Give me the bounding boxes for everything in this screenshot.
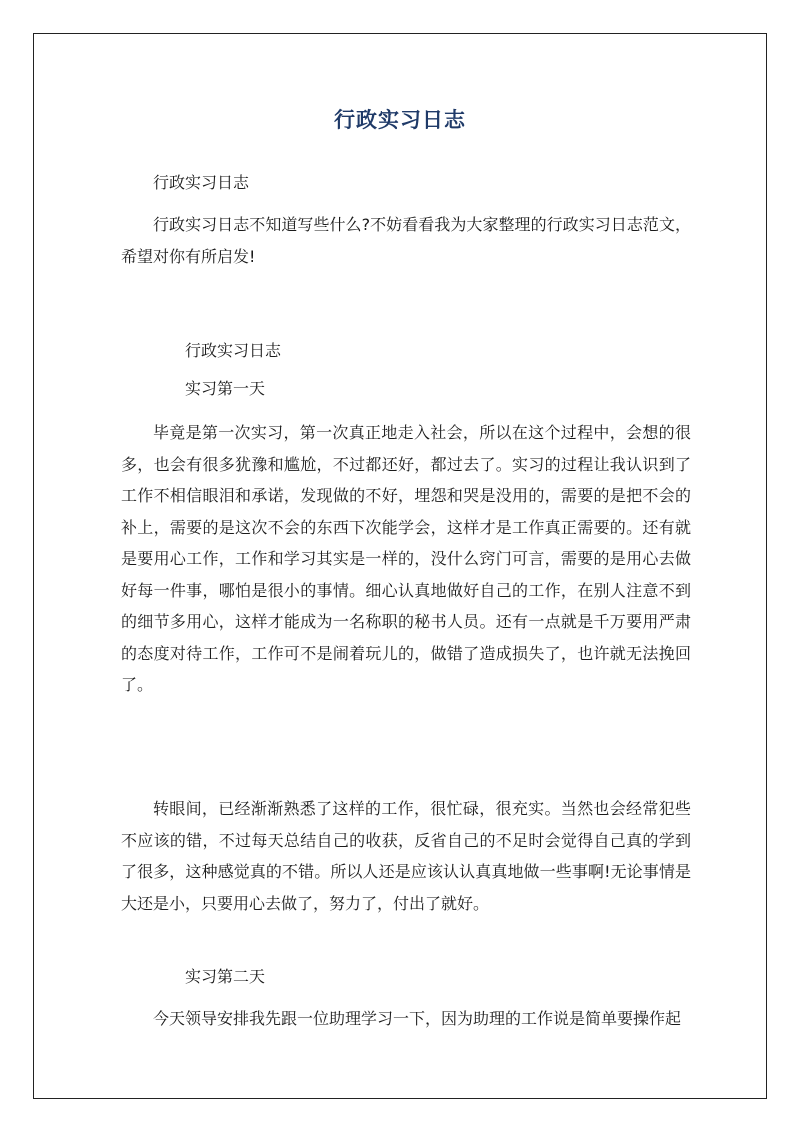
section-heading: 行政实习日志 — [185, 341, 282, 360]
day-one-heading: 实习第一天 — [185, 379, 266, 398]
day-one-paragraph-2: 转眼间，已经渐渐熟悉了这样的工作，很忙碌，很充实。当然也会经常犯些不应该的错，不过每天总结自己的收获，反省自己的不足时会觉得自己真的学到了很多，这种感觉真的不错。所以人还是应该认认真真地做一些事啊!无论事情是大还是小，只要用心去做了，努力了，付出了就好。 — [121, 799, 691, 913]
day-two-heading: 实习第二天 — [185, 967, 266, 986]
day-one-paragraph-1: 毕竟是第一次实习，第一次真正地走入社会，所以在这个过程中，会想的很多，也会有很多犹豫和尴尬，不过都还好，都过去了。实习的过程让我认识到了工作不相信眼泪和承诺，发现做的不好，埋怨和哭是没用的，需要的是把不会的补上，需要的是这次不会的东西下次能学会，这样才是工作真正需要的。还有就是要用心工作，工作和学习其实是一样的，没什么窍门可言，需要的是用心去做好每一件事，哪怕是很小的事情。细心认真地做好自己的工作，在别人注意不到的细节多用心，这样才能成为一名称职的秘书人员。还有一点就是千万要用严肃的态度对待工作，工作可不是闹着玩儿的，做错了造成损失了，也许就无法挽回了。 — [121, 423, 691, 694]
intro-heading: 行政实习日志 — [153, 173, 250, 192]
day-two-paragraph-1: 今天领导安排我先跟一位助理学习一下，因为助理的工作说是简单要操作起 — [153, 1009, 682, 1028]
document-title: 行政实习日志 — [334, 108, 466, 132]
intro-paragraph: 行政实习日志不知道写些什么?不妨看看我为大家整理的行政实习日志范文，希望对你有所启发! — [121, 215, 691, 266]
